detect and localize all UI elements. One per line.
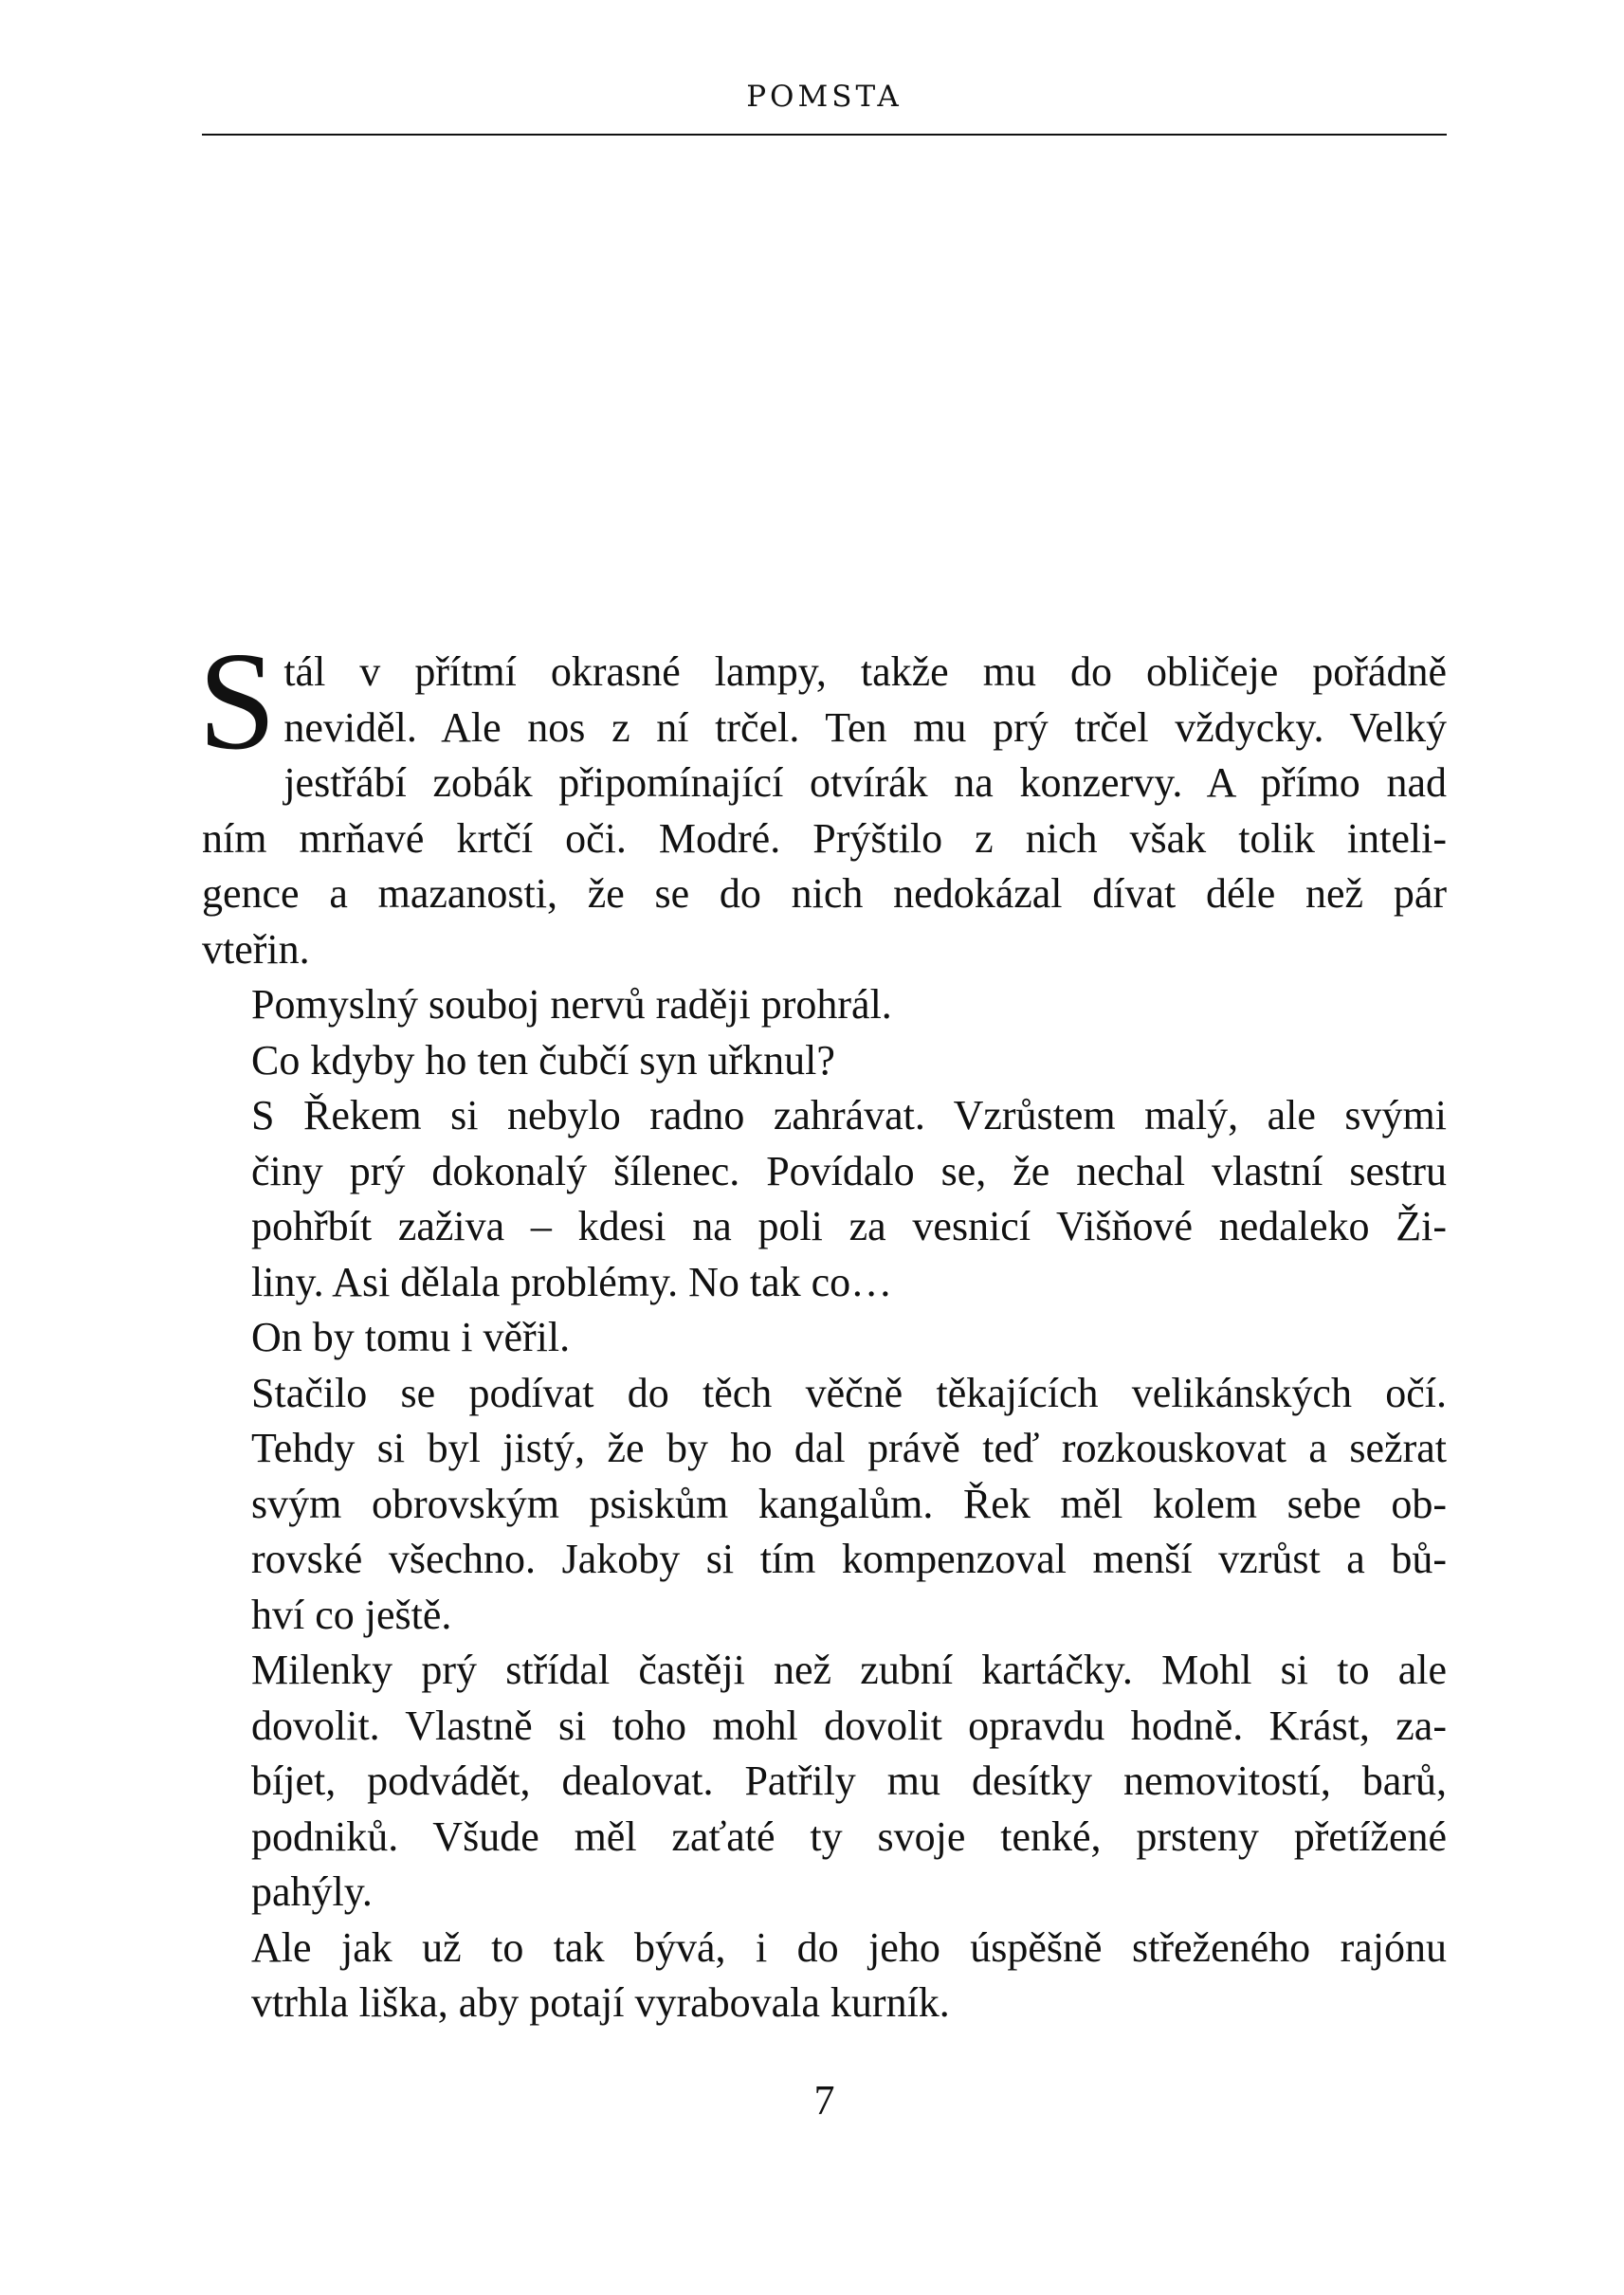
text-line: Milenky prý střídal častěji než zubní kartáčky. Mohl si to ale (251, 1647, 1447, 1693)
paragraph-7 (202, 1643, 1447, 1921)
text-line: dovolit. Vlastně si toho mohl dovolit opravdu hodně. Krást, za- (251, 1702, 1447, 1749)
text-line: Stačilo se podívat do těch věčně těkajících velikánských očí. (251, 1369, 1447, 1416)
text-line: jestřábí zobák připomínající otvírák na konzervy. A přímo nad (283, 759, 1447, 806)
text-line: bíjet, podvádět, dealovat. Patřily mu desítky nemovitostí, barů, (251, 1758, 1447, 1804)
page-number: 7 (813, 2077, 835, 2123)
text-line: Tehdy si byl jistý, že by ho dal právě teď rozkouskovat a sežrat (251, 1425, 1447, 1471)
body-text (198, 624, 1447, 2031)
paragraph-4 (202, 1088, 1447, 1310)
paragraph-6 (202, 1366, 1447, 1644)
text-line: tál v přítmí okrasné lampy, takže mu do obličeje pořádně (283, 648, 1447, 695)
text-line: hví co ještě. (251, 1591, 452, 1638)
text-line: pohřbít zaživa – kdesi na poli za vesnicí Višňové nedaleko Ži- (251, 1203, 1447, 1249)
text-line: Pomyslný souboj nervů raději prohrál. (251, 981, 892, 1028)
text-line: Ale jak už to tak bývá, i do jeho úspěšně střeženého rajónu (251, 1923, 1447, 1971)
text-line: gence a mazanosti, že se do nich nedokázal dívat déle než pár (202, 870, 1447, 917)
text-line: rovské všechno. Jakoby si tím kompenzoval menší vzrůst a bů- (251, 1536, 1447, 1582)
text-line: neviděl. Ale nos z ní trčel. Ten mu prý trčel vždycky. Velký (283, 703, 1447, 751)
paragraph-3 (202, 1033, 1447, 1089)
text-line: vtrhla liška, aby potají vyrabovala kurník. (251, 1979, 950, 2026)
text-line: Co kdyby ho ten čubčí syn uřknul? (251, 1036, 835, 1084)
text-line: ním mrňavé krtčí oči. Modré. Prýštilo z nich však tolik inteli- (202, 814, 1447, 862)
text-line: pahýly. (251, 1868, 373, 1915)
header-rule (202, 134, 1447, 136)
text-line: S Řekem si nebylo radno zahrávat. Vzrůstem malý, ale svými (251, 1092, 1447, 1138)
running-head: POMSTA (746, 80, 903, 114)
paragraph-1 (198, 624, 1447, 977)
paragraph-8 (202, 1921, 1447, 2031)
drop-cap: S (198, 624, 277, 779)
text-line: On by tomu i věřil. (251, 1314, 571, 1360)
paragraph-5 (202, 1310, 1447, 1366)
text-line: podniků. Všude měl zaťaté ty svoje tenké, prsteny přetížené (251, 1812, 1447, 1860)
text-line: liny. Asi dělala problémy. No tak co… (251, 1258, 893, 1305)
text-line: svým obrovským psiskům kangalům. Řek měl kolem sebe ob- (251, 1480, 1447, 1527)
text-line: vteřin. (202, 925, 310, 973)
text-line: činy prý dokonalý šílenec. Povídalo se, že nechal vlastní sestru (251, 1147, 1447, 1194)
paragraph-2 (202, 977, 1447, 1033)
